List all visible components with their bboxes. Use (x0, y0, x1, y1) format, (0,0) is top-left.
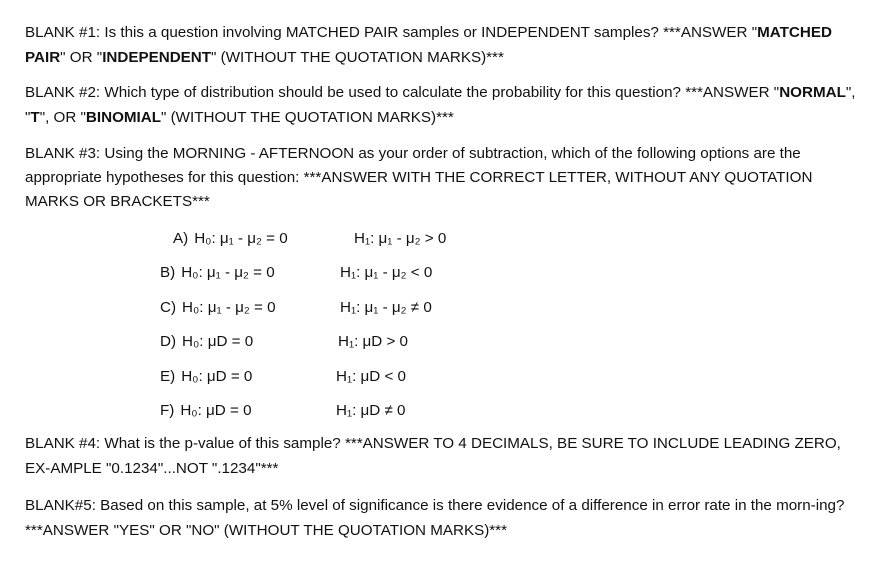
blank-2-t: T (30, 109, 40, 126)
blank-1-prefix: BLANK #1: Is this a question involving MATCHED PAIR samples or INDEPENDENT samples? ***ANSWER " (25, 24, 758, 41)
option-c-h0: H₀: μ₁ - μ₂ = 0 (182, 299, 276, 316)
option-b-letter: B) (160, 264, 176, 281)
option-a-letter: A) (173, 230, 189, 247)
option-b-alternative: H₁: μ₁ - μ₂ < 0 (340, 264, 433, 281)
blank-5-question: BLANK#5: Based on this sample, at 5% level of significance is there evidence of a difference in error rate in the morn-ing? ***ANSWER "YES" OR "NO" (WITHOUT THE QUOTATION MARKS)*** (25, 497, 845, 539)
blank-1-question (25, 20, 870, 70)
option-d-letter: D) (160, 333, 177, 350)
blank-2-question (25, 80, 870, 130)
blank-2-normal: NORMAL (779, 84, 846, 101)
blank-1-matched-pair: MATCHED PAIR (25, 24, 832, 66)
option-d-null (160, 331, 253, 353)
blank-1-mid: " OR " (60, 49, 103, 66)
option-f-letter: F) (160, 402, 175, 419)
blank-2-binomial: BINOMIAL (85, 109, 162, 126)
option-c-null (160, 297, 276, 319)
blank-2-sep1: ", " (25, 84, 856, 126)
option-d-alternative: H₁: μD > 0 (338, 333, 409, 350)
option-e-h0: H₀: μD = 0 (181, 368, 253, 385)
option-a-null (173, 228, 288, 250)
blank-2-prefix: BLANK #2: Which type of distribution should be used to calculate the probability for this question? ***ANSWER " (25, 84, 780, 101)
blank-1-independent: INDEPENDENT (102, 49, 212, 66)
blank-1-suffix: " (WITHOUT THE QUOTATION MARKS)*** (211, 49, 504, 66)
option-e-alternative: H₁: μD < 0 (336, 368, 407, 385)
option-e-letter: E) (160, 368, 176, 385)
option-a-h0: H₀: μ₁ - μ₂ = 0 (194, 230, 288, 247)
option-f-h0: H₀: μD = 0 (180, 402, 252, 419)
blank-2-sep2: ", OR " (39, 109, 86, 126)
blank-3-question: BLANK #3: Using the MORNING - AFTERNOON as your order of subtraction, which of the following options are the appropriate hypotheses for this question: ***ANSWER WITH THE CORRECT LETTER, WITHOUT ANY QUOTATION MARKS OR BRACKETS*** (25, 145, 813, 210)
option-e-null (160, 366, 252, 388)
option-f-null (160, 400, 252, 422)
option-c-letter: C) (160, 299, 177, 316)
option-a-alternative: H₁: μ₁ - μ₂ > 0 (354, 230, 447, 247)
blank-4-question: BLANK #4: What is the p-value of this sample? ***ANSWER TO 4 DECIMALS, BE SURE TO INCLUDE LEADING ZERO, EX-AMPLE "0.1234"...NOT ".1234"*** (25, 435, 841, 477)
option-b-h0: H₀: μ₁ - μ₂ = 0 (181, 264, 275, 281)
option-d-h0: H₀: μD = 0 (182, 333, 254, 350)
option-b-null (160, 262, 275, 284)
blank-2-suffix: " (WITHOUT THE QUOTATION MARKS)*** (161, 109, 454, 126)
option-c-alternative: H₁: μ₁ - μ₂ ≠ 0 (340, 299, 432, 316)
option-f-alternative: H₁: μD ≠ 0 (336, 402, 406, 419)
